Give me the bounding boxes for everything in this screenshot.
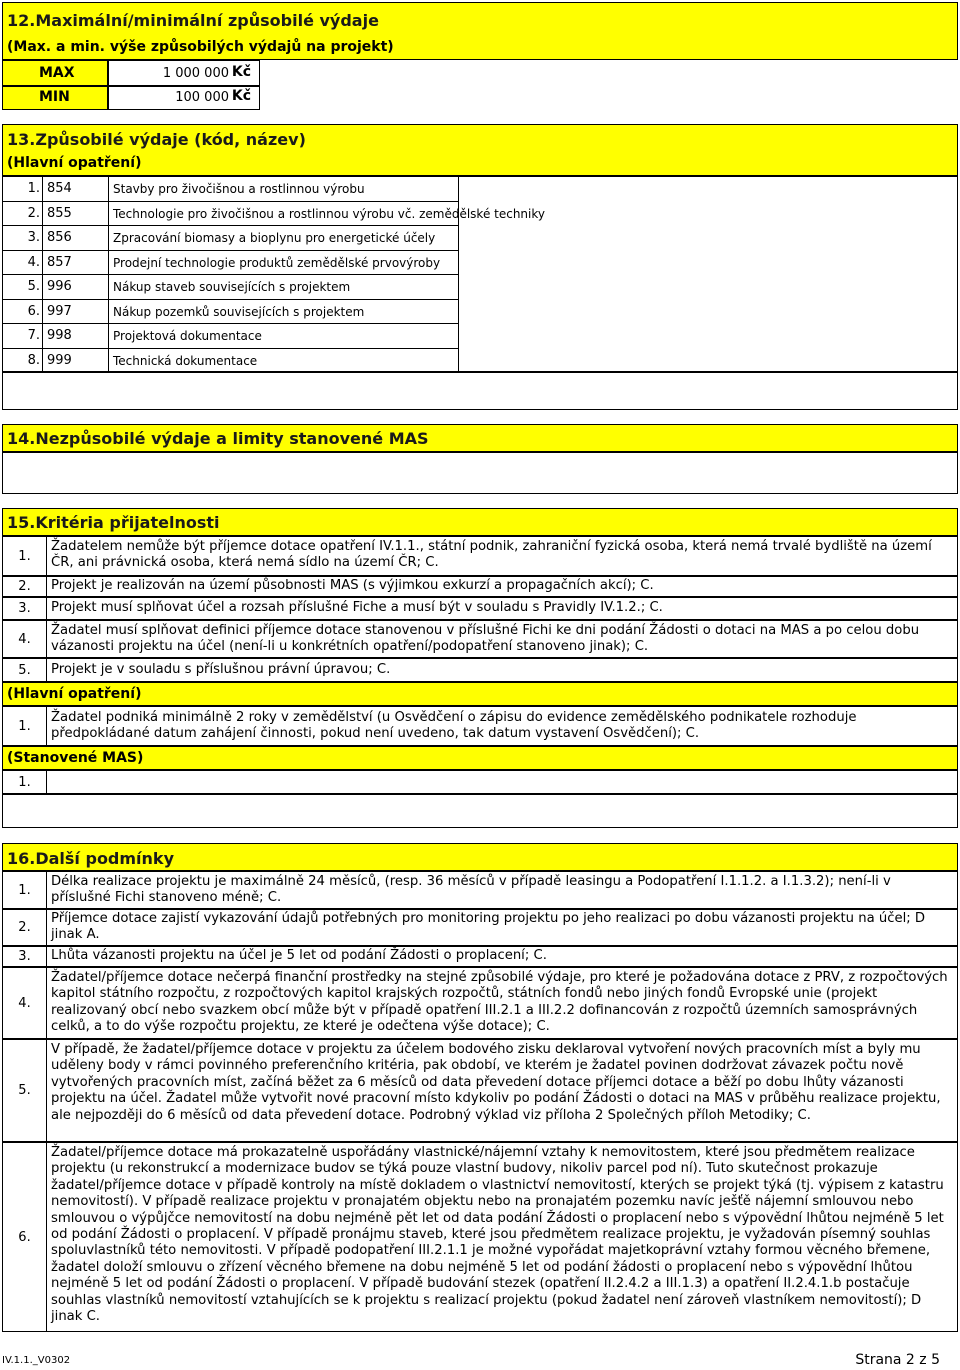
expense-number: 7. <box>3 324 43 349</box>
expense-code: 857 <box>43 251 109 276</box>
expense-number: 3. <box>3 226 43 251</box>
mas-label-row <box>2 746 958 770</box>
condition-number: 2. <box>3 910 47 945</box>
criteria-text: Žadatelem nemůže být příjemce dotace opatření IV.1.1., státní podnik, zahraniční fyzická osoba, která nemá trvalé bydliště na území ČR, ani právnická osoba, která nemá sídlo na území ČR; C. <box>51 539 932 571</box>
condition-text: Žadatel/příjemce dotace má prokazatelně uspořádány vlastnické/nájemní vztahy k nemovitostem, které jsou předmětem realizace projektu (u rekonstrukcí a modernizace budov se týká pouze vlastní budovy, nikoliv parcel pod ní). Tuto skutečnost prokazuje žadatel/příjemce dotace v případě kontroly na místě dokladem o vlastnictví nemovitostí, kterých se projekt týká (tj. výpisem z katastru nemovitostí). V případě realizace projektu v pronajatém objektu nebo na pronajatém pozemku navíc ješťě nájemní smlouvou nebo smlouvou o výpůjčce nemovitostí na dobu nejméně pět let od data podání Žádosti o proplacení nebo s výpovědní lhůtou nejméně 5 let od podání Žádosti o proplacení. V případě pronájmu staveb, které jsou předmětem realizace projektu, je vyžadován písemný souhlas spoluvlastníků této nemovitosti. V případě podopatření III.2.1.1 je možné vypořádat majetkoprávní vztahy formou věcného břemene, žadatel doloží smlouvu o zřízení věcného břemene na dobu nejméně 5 let od podání žádosti o proplacení nebo s výpovědní lhůtou nejméně 5 let od podání Žádosti o proplacení. V případě budování stezek (opatření II.2.4.2 a III.1.3) a opatření II.2.4.1.b postačuje souhlas vlastníků nemovitostí vztahujících se k projektu s realizací projektu (pokud žadatel není zároveň vlastníkem nemovitostí); D jinak C. <box>51 1145 944 1325</box>
expense-code: 999 <box>43 349 109 374</box>
criteria-row <box>2 576 958 597</box>
expense-name: Projektová dokumentace <box>109 324 459 349</box>
criteria-number: 1. <box>3 537 47 575</box>
section-13-empty-row <box>2 372 958 410</box>
condition-row <box>2 871 958 909</box>
expense-name: Prodejní technologie produktů zemědělské prvovýroby <box>109 251 459 276</box>
criteria-number: 4. <box>3 621 47 657</box>
min-label-cell <box>2 86 108 110</box>
section-15-title: 15.Kritéria přijatelnosti <box>7 513 220 532</box>
expense-code: 998 <box>43 324 109 349</box>
condition-text: Délka realizace projektu je maximálně 24 měsíců, (resp. 36 měsíců v případě leasingu a Podopatření I.1.1.2. a I.1.3.2); není-li v příslušné Fichi stanoveno méně; C. <box>51 874 891 906</box>
criteria-number: 1. <box>3 771 47 793</box>
section-15-empty-row <box>2 794 958 828</box>
criteria-number: 1. <box>3 707 47 745</box>
expense-code: 854 <box>43 177 109 202</box>
criteria-text: Žadatel musí splňovat definici příjemce dotace stanovenou v příslušné Fichi ke dni podání Žádosti o dotaci na MAS a po celou dobu vázanosti projektu na účel (není-li u konkrétních opatření/podopatření stanoveno jinak); C. <box>51 623 920 655</box>
min-value: 100 000 <box>175 90 229 105</box>
section-13-header <box>2 124 958 176</box>
condition-text: Lhůta vázanosti projektu na účel je 5 let od podání Žádosti o proplacení; C. <box>51 948 547 963</box>
section-14-header <box>2 424 958 452</box>
main-measure-label: (Hlavní opatření) <box>7 686 142 702</box>
min-value-cell <box>108 86 260 110</box>
min-currency: Kč <box>231 88 251 104</box>
condition-row <box>2 967 958 1039</box>
condition-row <box>2 909 958 946</box>
mas-label: (Stanovené MAS) <box>7 750 144 766</box>
expense-name: Nákup staveb souvisejících s projektem <box>109 275 459 300</box>
max-value-cell <box>108 60 260 86</box>
criteria-row <box>2 770 958 794</box>
max-label-cell <box>2 60 108 86</box>
max-label: MAX <box>39 65 75 81</box>
criteria-row <box>2 536 958 576</box>
expense-code: 996 <box>43 275 109 300</box>
section-15-header <box>2 508 958 536</box>
criteria-number: 3. <box>3 598 47 619</box>
condition-number: 1. <box>3 872 47 908</box>
condition-row <box>2 1142 958 1332</box>
expense-number: 4. <box>3 251 43 276</box>
criteria-text: Projekt je realizován na území působnosti MAS (s výjimkou exkurzí a propagačních akcí); C. <box>51 578 654 593</box>
condition-row <box>2 946 958 967</box>
condition-row <box>2 1039 958 1142</box>
expense-name: Nákup pozemků souvisejících s projektem <box>109 300 459 325</box>
condition-number: 4. <box>3 968 47 1038</box>
section-13-title: 13.Způsobilé výdaje (kód, název) <box>7 130 306 149</box>
criteria-number: 5. <box>3 659 47 681</box>
eligible-expenses-table <box>2 176 958 372</box>
criteria-number: 2. <box>3 577 47 596</box>
expense-number: 5. <box>3 275 43 300</box>
condition-text: Příjemce dotace zajistí vykazování údajů potřebných pro monitoring projektu po jeho realizaci po dobu vázanosti projektu na účel; D jinak A. <box>51 911 926 943</box>
expense-code: 855 <box>43 202 109 227</box>
expense-name: Technologie pro živočišnou a rostlinnou výrobu vč. zemědělské techniky <box>109 202 459 227</box>
expense-number: 6. <box>3 300 43 325</box>
main-measure-label-row <box>2 682 958 706</box>
section-14-title: 14.Nezpůsobilé výdaje a limity stanovené MAS <box>7 429 429 448</box>
footer-doc-code: IV.1.1._V0302 <box>2 1355 71 1366</box>
expense-name: Technická dokumentace <box>109 349 459 374</box>
expense-name: Zpracování biomasy a bioplynu pro energetické účely <box>109 226 459 251</box>
condition-number: 5. <box>3 1040 47 1141</box>
section-16-header <box>2 843 958 871</box>
criteria-text: Projekt musí splňovat účel a rozsah příslušné Fiche a musí být v souladu s Pravidly IV.1.2.; C. <box>51 600 663 615</box>
section-14-content <box>2 452 958 494</box>
expense-code: 856 <box>43 226 109 251</box>
section-12-subtitle: (Max. a min. výše způsobilých výdajů na projekt) <box>7 39 394 55</box>
criteria-row <box>2 620 958 658</box>
expense-number: 1. <box>3 177 43 202</box>
expense-number: 2. <box>3 202 43 227</box>
section-12-title: 12.Maximální/minimální způsobilé výdaje <box>7 11 379 30</box>
max-value: 1 000 000 <box>162 66 229 81</box>
max-currency: Kč <box>231 64 251 80</box>
min-label: MIN <box>39 89 70 105</box>
condition-text: V případě, že žadatel/příjemce dotace v projektu za účelem bodového zisku deklaroval vytvoření nových pracovních míst a byly mu uděleny body v rámci povinného preferenčního kritéria, pak období, ve kterém je žadatel povinen dodržovat závazek počtu nově vytvořených pracovních míst, začíná běžet za 6 měsíců od data převedení dotace příjemci dotace a běží po dobu lhůty vázanosti projektu na účel. Žadatel může vytvořit nové pracovní místo kdykoliv po podání Žádosti o dotaci na MAS v průběhu realizace projektu, ale nejpozději do 6 měsíců od data převedení dotace. Podrobný výklad viz příloha 2 Společných příloh Metodiky; C. <box>51 1042 941 1123</box>
criteria-text: Projekt je v souladu s příslušnou právní úpravou; C. <box>51 662 391 677</box>
expense-code: 997 <box>43 300 109 325</box>
criteria-row <box>2 658 958 682</box>
section-12-header <box>2 2 958 60</box>
expense-name: Stavby pro živočišnou a rostlinnou výrobu <box>109 177 459 202</box>
expense-number: 8. <box>3 349 43 374</box>
condition-number: 6. <box>3 1143 47 1331</box>
criteria-row <box>2 706 958 746</box>
criteria-row <box>2 597 958 620</box>
section-16-title: 16.Další podmínky <box>7 849 174 868</box>
section-13-subtitle: (Hlavní opatření) <box>7 155 142 171</box>
condition-text: Žadatel/příjemce dotace nečerpá finanční prostředky na stejné způsobilé výdaje, pro které je požadována dotace z PRV, z rozpočtových kapitol státního rozpočtu, z rozpočtových kapitol krajských rozpočtů, státních fondů nebo jiných fondů Evropské unie (projekt realizovaný obcí nebo svazkem obcí může být v případě opatření III.2.1 a III.2.2 dofinancován z rozpočtů územních samosprávných celků, a to do výše rozpočtu projektu, ze které je odečtena výše dotace); C. <box>51 970 948 1035</box>
condition-number: 3. <box>3 947 47 966</box>
criteria-text: Žadatel podniká minimálně 2 roky v zemědělství (u Osvědčení o zápisu do evidence zemědělského podnikatele rozhoduje předpokládané datum zahájení činnosti, pokud není uvedeno, tak datum vystavení Osvědčení); C. <box>51 710 857 742</box>
footer-page-number: Strana 2 z 5 <box>855 1352 940 1368</box>
